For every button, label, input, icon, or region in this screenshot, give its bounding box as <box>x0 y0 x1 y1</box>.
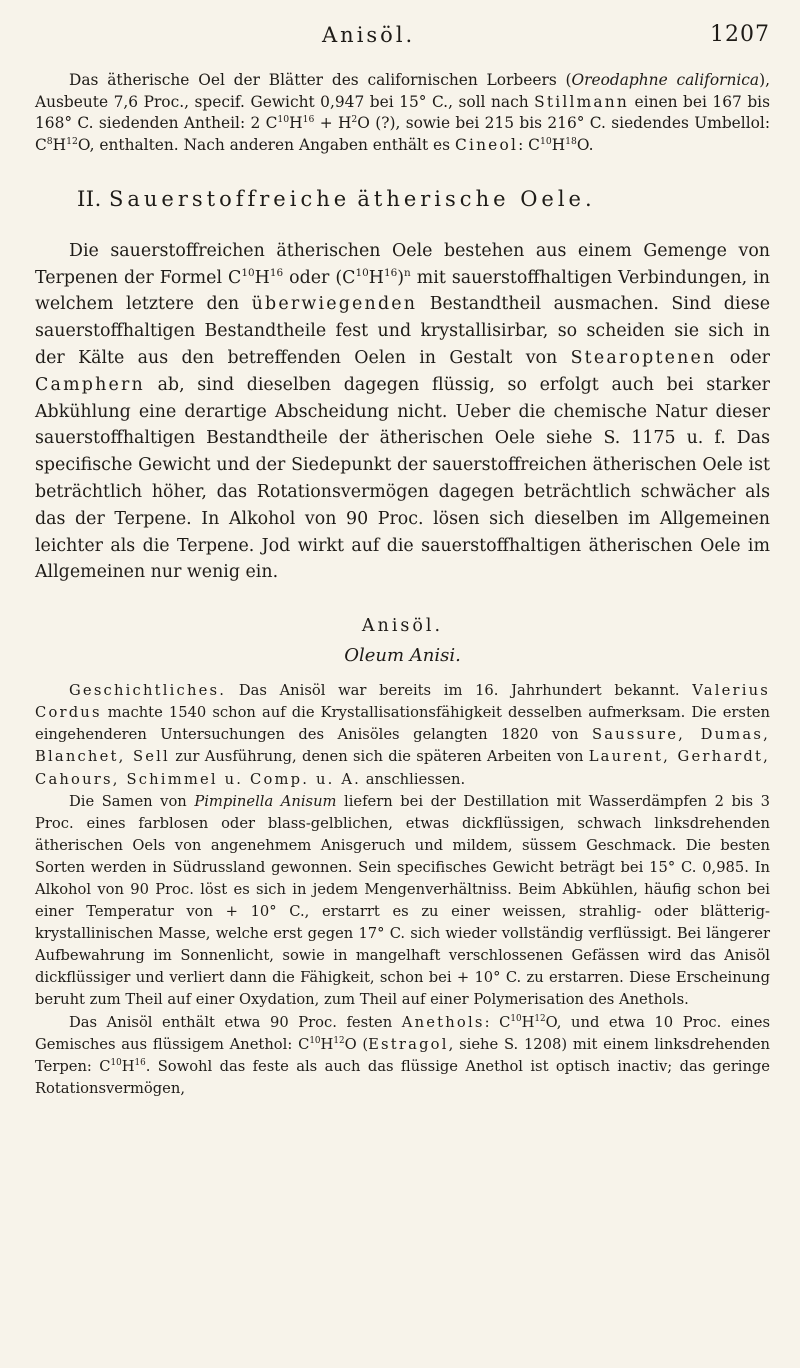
emphasis-term: überwiegenden <box>251 294 418 315</box>
page-number: 1207 <box>710 22 770 47</box>
paragraph-composition: Das Anisöl enthält etwa 90 Proc. festen Anethols: $C^{10}H^{12}O$, und etwa 10 Proc. eines Gemisches aus flüssigem Anethol: $C^{10}H^{12}O$ (Estragol, siehe S. 1208) mit einem linksdrehenden Terpen: $C^{10}H^{16}$. Sowohl das feste als auch das flüssige Anethol ist optisch inactiv; das geringe Rotationsvermögen, <box>35 1013 770 1097</box>
author-names: Saussure, Dumas, Blanchet, Sell <box>35 726 770 766</box>
cineol-term: Cineol <box>454 136 519 155</box>
author-name: Stillmann <box>534 92 630 111</box>
campher-term: Camphern <box>35 374 145 395</box>
species-name: Oreodaphne californica <box>571 71 760 89</box>
author-names: Laurent, Gerhardt, Cahours, Schimmel u. Comp. u. A. <box>35 748 770 788</box>
history-label: Geschichtliches. <box>69 682 227 700</box>
anethol-term: Anethols <box>401 1013 485 1031</box>
estragol-term: Estragol <box>368 1035 449 1053</box>
article-latin-title: Oleum Anisi. <box>344 645 461 667</box>
paragraph-seeds: Die Samen von Pimpinella Anisum liefern bei der Destillation mit Wasserdämpfen 2 bis 3 Proc. eines farblosen oder blass-gelblichen, etwas dickflüssigen, schwach linksdrehenden ätherischen Oels von angenehmem Anisgeruch und mildem, süssem Geschmack. Die besten Sorten werden in Südrussland gewonnen. Sein specifisches Gewicht beträgt bei 15° C. 0,985. In Alkohol von 90 Proc. löst es sich in jedem Mengenverhältniss. Beim Abkühlen, häufig schon bei einer Temperatur von + 10° C., erstarrt es zu einer weissen, strahlig- oder blätterig-krystallinischen Masse, welche erst gegen 17° C. sich wieder vollständig verflüssigt. Bei längerer Aufbewahrung im Sonnenlicht, sowie in mangelhaft verschlossenen Gefässen wird das Anisöl dickflüssiger und verliert dann die Fähigkeit, schon bei + 10° C. zu erstarren. Diese Erscheinung beruht zum Theil auf einer Oxydation, zum Theil auf einer Polymerisation des Anethols. <box>35 792 770 1009</box>
author-name: Valerius Cordus <box>35 682 770 722</box>
body-text <box>35 70 770 1100</box>
stearoptene-term: Stearoptenen <box>570 348 717 368</box>
species-name: Pimpinella Anisum <box>194 792 337 810</box>
running-head-title: Anisöl. <box>322 23 416 47</box>
paragraph-history: Geschichtliches. Das Anisöl war bereits im 16. Jahrhundert bekannt. Valerius Cordus machte 1540 schon auf die Krystallisationsfähigkeit desselben aufmerksam. Die ersten eingehenderen Untersuchungen des Anisöles gelangten 1820 von Saussure, Dumas, Blanchet, Sell zur Ausführung, denen sich die späteren Arbeiten von Laurent, Gerhardt, Cahours, Schimmel u. Comp. u. A. anschliessen. <box>35 682 770 788</box>
article-title: Anisöl. <box>361 616 444 637</box>
paragraph-oxygen-rich-oils: Die sauerstoffreichen ätherischen Oele bestehen aus einem Gemenge von Terpenen der Formel $C^{10}H^{16}$ oder $(C^{10}H^{16})^n$ mit sauerstoffhaltigen Verbindungen, in welchem letztere den überwiegenden Bestandtheil ausmachen. Sind diese sauerstoffhaltigen Bestandtheile fest und krystallisirbar, so scheiden sie sich in der Kälte aus den betreffenden Oelen in Gestalt von Stearoptenen oder Camphern ab, sind dieselben dagegen flüssig, so erfolgt auch bei starker Abkühlung eine derartige Abscheidung nicht. Ueber die chemische Natur dieser sauerstoffhaltigen Bestandtheile der ätherischen Oele siehe S. 1175 u. f. Das specifische Gewicht und der Siedepunkt der sauerstoffreichen ätherischen Oele ist beträchtlich höher, das Rotationsvermögen dagegen beträchtlich schwächer als das der Terpene. In Alkohol von 90 Proc. lösen sich dieselben im Allgemeinen leichter als die Terpene. Jod wirkt auf die sauerstoffhaltigen ätherischen Oele im Allgemeinen nur wenig ein. <box>35 240 770 583</box>
paragraph-californian-laurel: Das ätherische Oel der Blätter des californischen Lorbeers (Oreodaphne californica), Ausbeute 7,6 Proc., specif. Gewicht 0,947 bei 15° C., soll nach Stillmann einen bei 167 bis 168° C. siedenden Antheil: 2 $C^{10}H^{16} + H^2O$ (?), sowie bei 215 bis 216° C. siedendes Umbellol: $C^8H^{12}O$, enthalten. Nach anderen Angaben enthält es Cineol: $C^{10}H^{18}O$. <box>35 71 771 155</box>
section-heading: II. Sauerstoffreiche ätherische Oele. <box>77 186 596 211</box>
